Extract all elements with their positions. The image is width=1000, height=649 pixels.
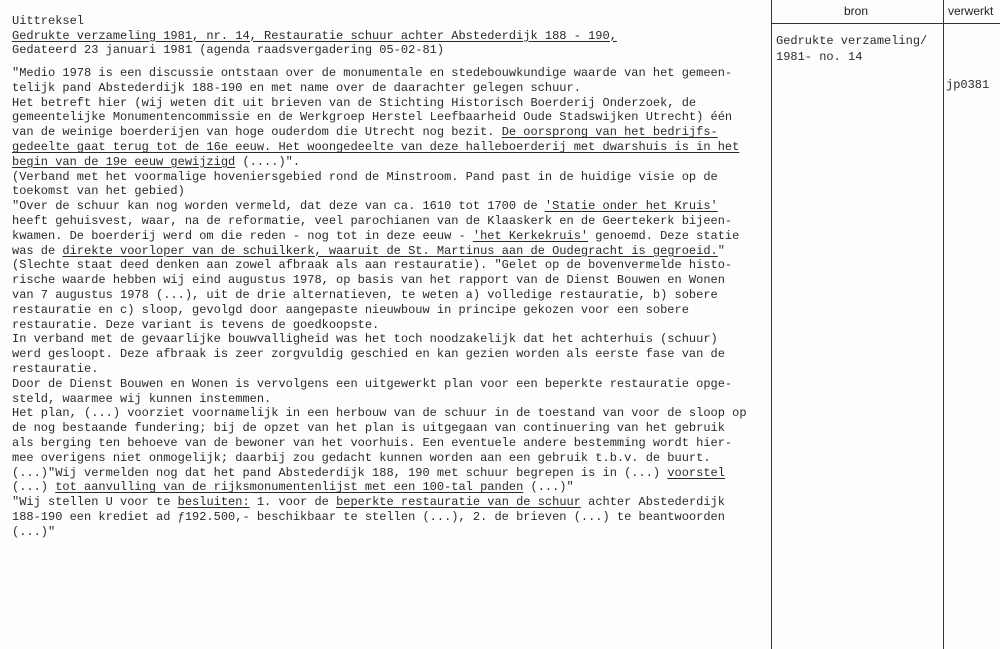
body-line — [12, 229, 739, 243]
body-line — [12, 510, 725, 524]
verwerkt-code: jp0381 — [946, 78, 990, 92]
text-segment: de nog bestaande fundering; bij de opzet van het plan is uitgegaan van continuering van het gebruik — [12, 421, 725, 436]
underlined-text: begin van de 19e eeuw gewijzigd — [12, 154, 236, 169]
underlined-text: voorstel — [667, 465, 725, 480]
column-divider-verwerkt — [943, 0, 944, 649]
text-segment: Het plan, (...) voorziet voornamelijk in een herbouw van de schuur in de toestand van voor de sloop op — [12, 406, 747, 421]
text-segment: Het betreft hier (wij weten dit uit brieven van de Stichting Historisch Boerderij Onderzoek, de — [12, 95, 697, 110]
text-segment: gemeentelijke Monumentencommissie en de Werkgroep Herstel Leefbaarheid Oude Stadswijken Utrecht) één — [12, 110, 733, 125]
body-line — [12, 110, 732, 124]
text-segment: telijk pand Abstederdijk 188-190 en met name over de daarachter gelegen schuur. — [12, 80, 581, 95]
text-segment: genoemd. Deze statie — [588, 228, 740, 243]
header-line — [12, 14, 84, 28]
column-divider-bron — [771, 0, 772, 649]
underlined-text: De oorsprong van het bedrijfs- — [501, 125, 718, 140]
text-segment: werd gesloopt. Deze afbraak is zeer zorgvuldig geschied en kan gezien worden als eerste fase van de — [12, 347, 725, 362]
text-segment: (...) — [12, 480, 56, 495]
text-segment: mee overigens niet onmogelijk; daarbij zou gedacht kunnen worden aan een gebruik t.b.v. de buurt. — [12, 450, 711, 465]
body-line — [12, 436, 732, 450]
underlined-text: Gedrukte verzameling 1981, nr. 14, Restauratie schuur achter Abstederdijk 188 - 190, — [12, 28, 617, 43]
text-segment: (...)"Wij vermelden nog dat het pand Abstederdijk 188, 190 met schuur begrepen is in (...) — [12, 465, 668, 480]
underlined-text: besluiten: — [177, 495, 250, 510]
text-segment: achter Abstederdijk — [580, 495, 725, 510]
body-line — [12, 421, 725, 435]
body-line — [12, 199, 718, 213]
body-line — [12, 125, 718, 139]
text-segment: 1. voor de — [249, 495, 337, 510]
body-line — [12, 170, 718, 184]
body-line — [12, 392, 271, 406]
body-line — [12, 362, 98, 376]
body-line — [12, 377, 732, 391]
text-segment: (...)" — [523, 480, 574, 495]
column-header-bron: bron — [844, 4, 869, 18]
underlined-text: 'Statie onder het Kruis' — [544, 199, 718, 214]
column-header-verwerkt: verwerkt — [948, 4, 994, 18]
underlined-text: direkte voorloper van de schuilkerk, waaruit de St. Martinus aan de Oudegracht is gegroeid. — [62, 243, 718, 258]
text-segment: 188-190 een krediet ad ƒ192.500,- beschikbaar te stellen (...), 2. de brieven (...) te beantwoorden — [12, 510, 725, 524]
body-line — [12, 81, 581, 95]
body-line — [12, 184, 185, 198]
body-line — [12, 273, 725, 287]
body-line — [12, 288, 718, 302]
body-line — [12, 303, 689, 317]
header-line — [12, 43, 444, 57]
body-line — [12, 525, 55, 539]
text-segment: van de weinige boerderijen van hoge ouderdom die Utrecht nog bezit. — [12, 125, 502, 140]
underlined-text: beperkte restauratie van de schuur — [336, 495, 581, 510]
text-segment: " — [717, 243, 725, 258]
text-segment: heeft gehuisvest, waar, na de reformatie, veel parochianen van de Klaaskerk en de Geertekerk bijeen- — [12, 214, 733, 228]
text-segment: was de — [12, 243, 63, 258]
text-segment: "Over de schuur kan nog worden vermeld, dat deze van ca. 1610 tot 1700 de — [12, 199, 545, 214]
text-segment: (Verband met het voormalige hoveniersgebied rond de Minstroom. Pand past in de huidige visie op de — [12, 169, 718, 184]
text-segment: restauratie. — [12, 362, 99, 376]
bron-line-1: Gedrukte verzameling/ — [776, 34, 928, 48]
body-line — [12, 258, 732, 272]
body-line — [12, 332, 718, 346]
body-line — [12, 318, 379, 332]
body-line — [12, 466, 725, 480]
body-line — [12, 244, 725, 258]
body-line — [12, 96, 696, 110]
body-line — [12, 347, 725, 361]
underlined-text: gedeelte gaat terug tot de 16e eeuw. Het woongedeelte van deze halleboerderij met dwarshuis is in het — [12, 140, 740, 154]
text-segment: kwamen. De boerderij werd om die reden - nog tot in deze eeuw - — [12, 228, 473, 243]
text-segment: Uittreksel — [12, 14, 85, 28]
text-segment: van 7 augustus 1978 (...), uit de drie alternatieven, te weten a) volledige restauratie, b) sobere — [12, 288, 718, 302]
text-segment: (....)". — [235, 154, 301, 169]
underlined-text: 'het Kerkekruis' — [472, 228, 589, 243]
body-line — [12, 140, 739, 154]
body-line — [12, 406, 747, 420]
text-segment: (Slechte staat deed denken aan zowel afbraak als aan restauratie). "Gelet op de bovenvermelde histo- — [12, 258, 733, 273]
text-segment: restauratie. Deze variant is tevens de goedkoopste. — [12, 317, 380, 332]
body-line — [12, 66, 732, 80]
underlined-text: tot aanvulling van de rijksmonumentenlijst met een 100-tal panden — [55, 480, 524, 495]
header-rule — [771, 23, 1000, 24]
body-line — [12, 480, 574, 494]
text-segment: Gedateerd 23 januari 1981 (agenda raadsvergadering 05-02-81) — [12, 43, 445, 57]
text-segment: Door de Dienst Bouwen en Wonen is vervolgens een uitgewerkt plan voor een beperkte restauratie opge- — [12, 376, 733, 391]
text-segment: "Wij stellen U voor te — [12, 495, 178, 510]
text-segment: In verband met de gevaarlijke bouwvalligheid was het toch noodzakelijk dat het achterhuis (schuur) — [12, 332, 718, 347]
body-line — [12, 214, 732, 228]
text-segment: rische waarde hebben wij eind augustus 1978, op basis van het rapport van de Dienst Bouwen en Wonen — [12, 273, 725, 288]
text-segment: als berging ten behoeve van de bewoner van het voorhuis. Een eventuele andere bestemming wordt hier- — [12, 436, 733, 450]
text-segment: (...)" — [12, 524, 56, 539]
text-segment: "Medio 1978 is een discussie ontstaan over de monumentale en stedebouwkundige waarde van het gemeen- — [12, 66, 733, 80]
body-line — [12, 495, 725, 509]
body-line — [12, 451, 711, 465]
body-line — [12, 155, 300, 169]
text-segment: restauratie en c) sloop, gevolgd door aangepaste nieuwbouw in principe gekozen voor een sobere — [12, 302, 689, 317]
bron-line-2: 1981- no. 14 — [776, 50, 863, 64]
text-segment: toekomst van het gebied) — [12, 184, 185, 199]
header-line — [12, 29, 617, 43]
text-segment: steld, waarmee wij kunnen instemmen. — [12, 391, 272, 406]
